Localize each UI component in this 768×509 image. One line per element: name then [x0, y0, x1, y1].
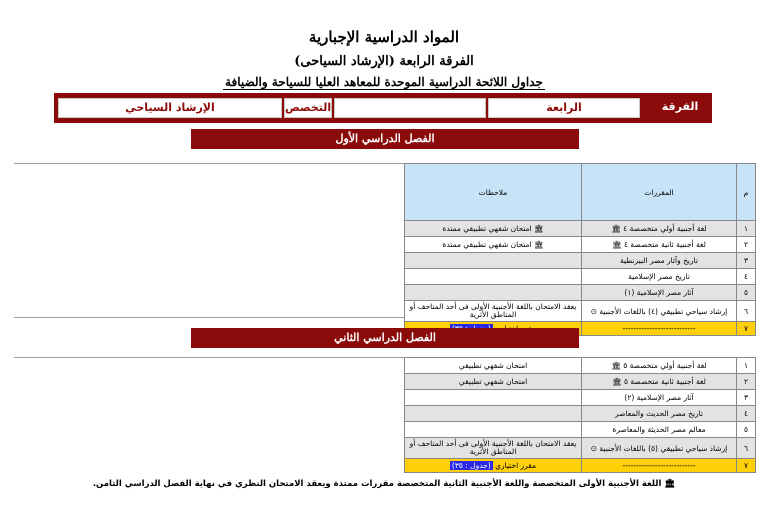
note-cell: [405, 422, 582, 438]
year-label: الفرقة: [661, 100, 699, 113]
course-text: لغة أجنبية ثانية متخصصة ٥: [624, 377, 706, 386]
page-title: المواد الدراسية الإجبارية: [308, 28, 460, 46]
bank-icon: 🏛: [612, 240, 622, 249]
course-text: لغة أجنبية أولي متخصصة ٥: [623, 361, 707, 370]
col-num-header: م: [737, 164, 756, 221]
table-row: [405, 390, 756, 406]
elective-label: مقرر اختياري: [495, 461, 537, 470]
semester2-table: [404, 357, 756, 473]
num-cell: ٢: [737, 237, 756, 253]
course-text: لغة أجنبية أولي متخصصة ٤: [623, 224, 707, 233]
divider: [14, 163, 404, 164]
table-row: [405, 422, 756, 438]
semester1-title: الفصل الدراسي الأول: [191, 129, 579, 149]
spec-label: التخصص: [284, 98, 332, 118]
num-cell: ٧: [737, 322, 756, 336]
regulation-text: جداول اللائحة الدراسية الموحدة للمعاهد العليا للسياحة والضيافة: [225, 75, 543, 89]
bank-icon: 🏛: [534, 240, 544, 249]
divider: [14, 317, 404, 318]
table-row: [405, 301, 756, 322]
course-cell: [582, 438, 737, 459]
table-row: [405, 269, 756, 285]
bank-icon: 🏛: [611, 361, 621, 370]
col-notes-header: ملاحظات: [405, 164, 582, 221]
table-row: [405, 253, 756, 269]
spec-value-blank: [334, 98, 486, 118]
info-circle-icon: ⊙: [590, 306, 598, 316]
note-cell: امتحان شفهي تطبيقي: [405, 374, 582, 390]
num-cell: ٤: [737, 269, 756, 285]
note-cell: [405, 221, 582, 237]
bank-icon: 🏛: [664, 479, 676, 489]
note-cell: [405, 406, 582, 422]
course-cell: [582, 237, 737, 253]
num-cell: ٥: [737, 422, 756, 438]
semester2-title: الفصل الدراسي الثاني: [191, 328, 579, 348]
semester1-table: [404, 163, 756, 336]
course-text: لغة أجنبية ثانية متخصصة ٤: [624, 240, 706, 249]
note-cell: [405, 390, 582, 406]
regulation-heading: [0, 75, 768, 89]
note-cell: يعقد الامتحان باللغة الأجنبية الأولى فى أحد المتاحف أو المناطق الأثرية: [405, 301, 582, 322]
note-text: امتحان شفهي تطبيقي ممتدة: [442, 224, 532, 233]
num-cell: ٥: [737, 285, 756, 301]
course-cell: ---------------------------: [582, 459, 737, 473]
num-cell: ٦: [737, 301, 756, 322]
course-cell: [582, 358, 737, 374]
note-cell: يعقد الامتحان باللغة الأجنبية الأولى فى أحد المتاحف أو المناطق الأثرية: [405, 438, 582, 459]
divider: [14, 357, 404, 358]
bank-icon: 🏛: [611, 224, 621, 233]
table-row: [405, 358, 756, 374]
table-ref-link[interactable]: (جدول : ٣٥): [451, 461, 491, 470]
course-cell: [582, 301, 737, 322]
course-cell: معالم مصر الحديثة والمعاصرة: [582, 422, 737, 438]
course-cell: [582, 221, 737, 237]
note-cell: [405, 237, 582, 253]
note-cell: [405, 269, 582, 285]
course-cell: تاريخ مصر الحديث والمعاصر: [582, 406, 737, 422]
table-row: [405, 438, 756, 459]
num-cell: ٣: [737, 390, 756, 406]
bank-icon: 🏛: [612, 377, 622, 386]
course-cell: ---------------------------: [582, 322, 737, 336]
table-row: [405, 285, 756, 301]
note-text: امتحان شفهي تطبيقي ممتدة: [442, 240, 532, 249]
year-value: الرابعة: [488, 98, 640, 118]
note-cell: [405, 253, 582, 269]
course-cell: آثار مصر الإسلامية (٢): [582, 390, 737, 406]
spec-value: الإرشاد السياحي: [58, 98, 282, 118]
table-row: [405, 237, 756, 253]
num-cell: ٤: [737, 406, 756, 422]
table-row: [405, 221, 756, 237]
course-cell: تاريخ مصر الإسلامية: [582, 269, 737, 285]
num-cell: ٢: [737, 374, 756, 390]
note-cell: امتحان شفهي تطبيقي: [405, 358, 582, 374]
bank-icon: 🏛: [534, 224, 544, 233]
footer-note: [0, 479, 768, 489]
table-row: [405, 374, 756, 390]
num-cell: ٦: [737, 438, 756, 459]
info-bar: [54, 93, 712, 123]
course-cell: [582, 374, 737, 390]
num-cell: ١: [737, 358, 756, 374]
note-cell: [405, 285, 582, 301]
footer-text: اللغة الأجنبية الأولى المتخصصة واللغة الأجنبية الثانية المتخصصة مقررات ممتدة ويعقد الامتحان النظري في نهاية الفصل الدراسي الثامن.: [92, 479, 662, 489]
course-cell: آثار مصر الإسلامية (١): [582, 285, 737, 301]
note-cell: [405, 459, 582, 473]
course-cell: تاريخ وآثار مصر البيزنطية: [582, 253, 737, 269]
num-cell: ١: [737, 221, 756, 237]
num-cell: ٣: [737, 253, 756, 269]
course-text: إرشاد سياحي تطبيقي (٥) باللغات الأجنبية: [599, 443, 728, 453]
info-circle-icon: ⊙: [590, 443, 598, 453]
page-subtitle: الفرقة الرابعة (الإرشاد السياحى): [294, 54, 474, 69]
col-courses-header: المقررات: [582, 164, 737, 221]
course-text: إرشاد سياحي تطبيقي (٤) باللغات الأجنبية: [599, 306, 728, 316]
table-row: [405, 406, 756, 422]
num-cell: ٧: [737, 459, 756, 473]
table-row: [405, 459, 756, 473]
